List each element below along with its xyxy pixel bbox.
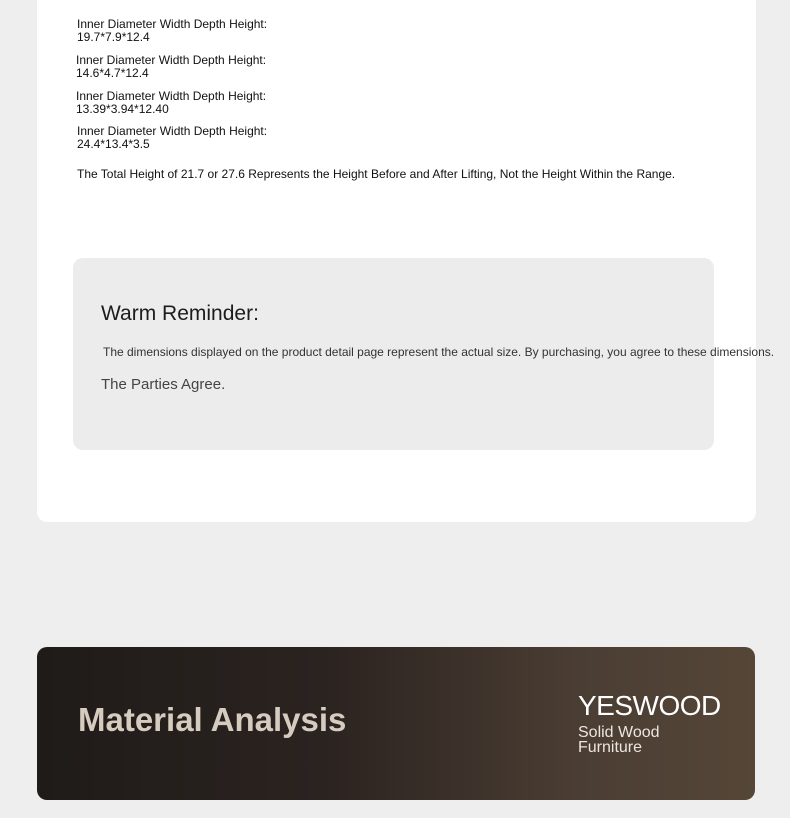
warm-reminder-box	[73, 258, 775, 450]
dimension-value: 24.4*13.4*3.5	[77, 137, 150, 151]
dimension-item	[77, 125, 267, 151]
reminder-title: Warm Reminder:	[101, 302, 259, 325]
dimension-label: Inner Diameter Width Depth Height:	[76, 53, 267, 67]
dimension-label: Inner Diameter Width Depth Height:	[77, 124, 268, 138]
dimension-label: Inner Diameter Width Depth Height:	[76, 89, 267, 103]
material-analysis-banner	[37, 647, 755, 800]
reminder-body: The dimensions displayed on the product detail page represent the actual size. By purchasing, you agree to these dimensions.	[103, 345, 775, 359]
dimension-item	[76, 54, 266, 80]
brand-logo: YESWOOD	[578, 690, 721, 721]
dimension-value: 13.39*3.94*12.40	[76, 102, 169, 116]
dimension-value: 14.6*4.7*12.4	[76, 66, 149, 80]
total-height-note: The Total Height of 21.7 or 27.6 Represents the Height Before and After Lifting, Not the Height Within the Range.	[77, 167, 676, 181]
brand-subtitle-line: Furniture	[578, 739, 643, 756]
banner-title: Material Analysis	[78, 701, 347, 738]
dimension-label: Inner Diameter Width Depth Height:	[77, 17, 268, 31]
dimension-item	[76, 90, 266, 116]
dimension-value: 19.7*7.9*12.4	[77, 30, 150, 44]
brand-subtitle-line: Solid Wood	[578, 724, 660, 741]
brand-subtitle	[578, 725, 660, 755]
dimension-item	[77, 18, 267, 44]
reminder-agree: The Parties Agree.	[101, 376, 226, 393]
product-info-card	[37, 0, 775, 522]
